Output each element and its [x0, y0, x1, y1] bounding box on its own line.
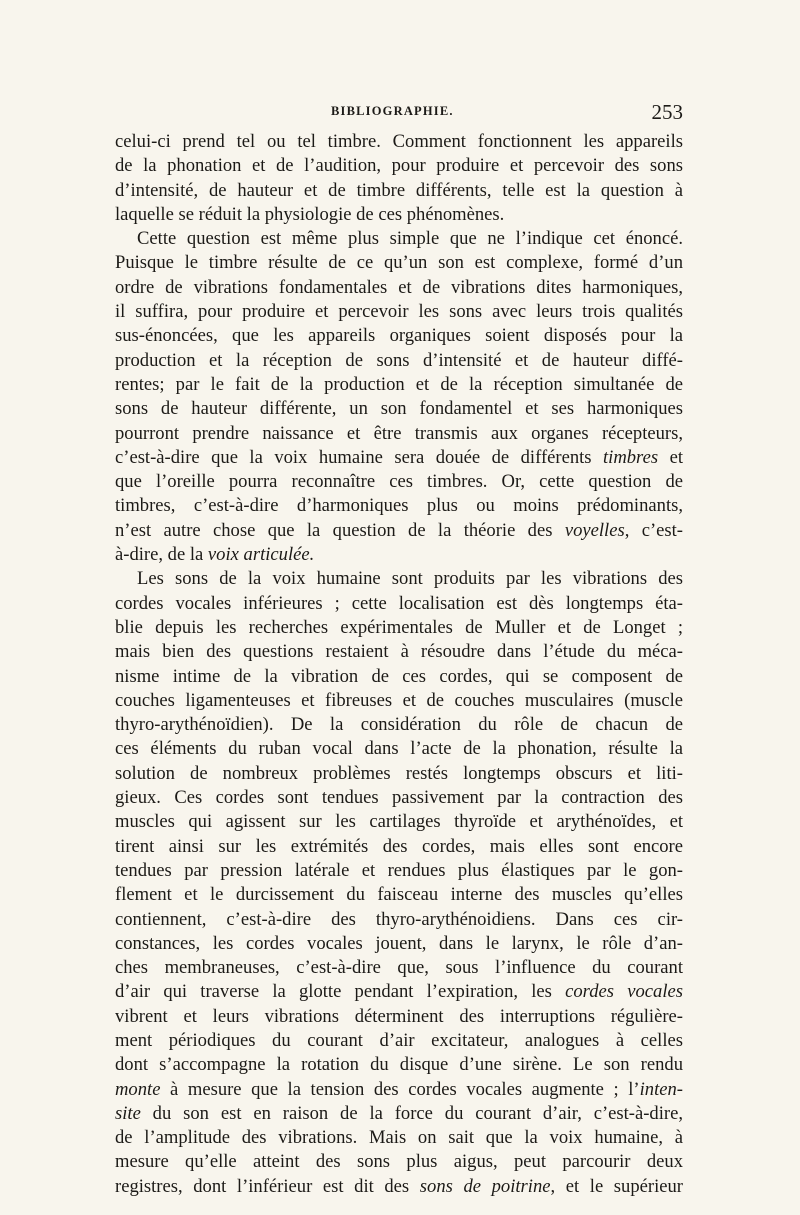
body-text: [115, 130, 683, 1199]
text-segment: sus-énoncées, que les appareils organiques soient disposés pour la: [115, 325, 683, 347]
text-segment: il suffira, pour produire et percevoir les sons avec leurs trois qualités: [115, 301, 683, 323]
text-segment: tirent ainsi sur les extrémités des cordes, mais elles sont encore: [115, 835, 683, 857]
text-line: [115, 762, 683, 786]
text-segment: Cette question est même plus simple que ne l’indique cet énoncé.: [137, 228, 683, 250]
text-segment: à-dire, de la: [115, 544, 208, 566]
text-line: [115, 179, 683, 203]
text-line: [115, 251, 683, 275]
italic-text: cordes vocales: [565, 981, 683, 1003]
text-segment: mesure qu’elle atteint des sons plus aigus, peut parcourir deux: [115, 1151, 683, 1173]
italic-text: voix articulée.: [207, 544, 315, 566]
text-segment: du son est en raison de la force du courant d’air, c’est-à-dire,: [140, 1102, 683, 1124]
text-segment: thyro-arythénoïdien). De la considération du rôle de chacun de: [115, 714, 683, 736]
italic-text: inten-: [639, 1078, 683, 1100]
text-segment: , c’est-: [624, 519, 683, 541]
text-line: [115, 349, 683, 373]
text-segment: mais bien des questions restaient à résoudre dans l’étude du méca-: [115, 641, 683, 663]
text-segment: de l’amplitude des vibrations. Mais on sait que la voix humaine, à: [115, 1127, 683, 1149]
text-line: [115, 835, 683, 859]
text-segment: celui-ci prend tel ou tel timbre. Comment fonctionnent les appareils: [115, 131, 683, 152]
text-segment: d’intensité, de hauteur et de timbre différents, telle est la question à: [115, 179, 683, 201]
text-line: [115, 737, 683, 761]
italic-text: site: [115, 1102, 141, 1124]
italic-text: sons de poitrine: [419, 1175, 551, 1197]
text-segment: sons de hauteur différente, un son fondamentel et ses harmoniques: [115, 398, 683, 420]
text-segment: et: [658, 446, 683, 468]
text-line: [115, 422, 683, 446]
text-line: [115, 567, 683, 591]
text-segment: vibrent et leurs vibrations déterminent des interruptions régulière-: [115, 1005, 683, 1027]
text-segment: registres, dont l’inférieur est dit des: [115, 1175, 420, 1197]
text-line: [115, 446, 683, 470]
text-line: [115, 592, 683, 616]
text-line: [115, 932, 683, 956]
text-segment: constances, les cordes vocales jouent, dans le larynx, le rôle d’an-: [115, 932, 683, 954]
text-line: [115, 859, 683, 883]
page-header: [115, 100, 683, 126]
text-line: [115, 154, 683, 178]
text-line: [115, 1102, 683, 1126]
text-line: [115, 689, 683, 713]
text-line: [115, 276, 683, 300]
text-line: [115, 543, 683, 567]
text-segment: Puisque le timbre résulte de ce qu’un son est complexe, formé d’un: [115, 252, 683, 274]
text-segment: ches membraneuses, c’est-à-dire que, sous l’influence du courant: [115, 957, 683, 979]
text-segment: flement et le durcissement du faisceau interne des muscles qu’elles: [115, 884, 683, 906]
text-line: [115, 1053, 683, 1077]
text-segment: cordes vocales inférieures ; cette localisation est dès longtemps éta-: [115, 592, 683, 614]
text-line: [115, 665, 683, 689]
text-line: [115, 713, 683, 737]
text-segment: à mesure que la tension des cordes vocales augmente ; l’: [160, 1078, 640, 1100]
text-line: [115, 470, 683, 494]
text-segment: rentes; par le fait de la production et de la réception simultanée de: [115, 373, 683, 395]
text-segment: solution de nombreux problèmes restés longtemps obscurs et liti-: [115, 762, 683, 784]
text-segment: que l’oreille pourra reconnaître ces timbres. Or, cette question de: [115, 471, 683, 493]
text-segment: production et la réception de sons d’intensité et de hauteur diffé-: [115, 349, 683, 371]
text-line: [115, 494, 683, 518]
page-number: 253: [651, 100, 683, 124]
text-segment: timbres, c’est-à-dire d’harmoniques plus ou moins prédominants,: [115, 495, 683, 517]
italic-text: timbres: [603, 446, 659, 468]
text-segment: nisme intime de la vibration de ces cordes, qui se composent de: [115, 665, 683, 687]
text-line: [115, 130, 683, 154]
text-segment: muscles qui agissent sur les cartilages thyroïde et arythénoïdes, et: [115, 811, 683, 833]
text-line: [115, 640, 683, 664]
text-line: [115, 1005, 683, 1029]
text-segment: dont s’accompagne la rotation du disque d’une sirène. Le son rendu: [115, 1054, 683, 1076]
text-line: [115, 810, 683, 834]
text-line: [115, 980, 683, 1004]
text-line: [115, 397, 683, 421]
text-segment: pourront prendre naissance et être transmis aux organes récepteurs,: [115, 422, 683, 444]
text-segment: d’air qui traverse la glotte pendant l’expiration, les: [115, 981, 566, 1003]
text-segment: , et le supérieur: [550, 1175, 683, 1197]
text-line: [115, 908, 683, 932]
text-segment: ment périodiques du courant d’air excitateur, analogues à celles: [115, 1029, 683, 1051]
text-line: [115, 324, 683, 348]
text-segment: couches ligamenteuses et fibreuses et de couches musculaires (muscle: [115, 689, 683, 711]
text-line: [115, 519, 683, 543]
italic-text: monte: [115, 1078, 161, 1100]
text-line: [115, 883, 683, 907]
running-head: BIBLIOGRAPHIE.: [331, 104, 454, 118]
text-line: [115, 1126, 683, 1150]
text-line: [115, 300, 683, 324]
text-line: [115, 1175, 683, 1199]
text-segment: Les sons de la voix humaine sont produits par les vibrations des: [137, 568, 683, 590]
text-segment: gieux. Ces cordes sont tendues passivement par la contraction des: [115, 787, 683, 809]
text-segment: ordre de vibrations fondamentales et de vibrations dites harmoniques,: [115, 276, 683, 298]
text-segment: n’est autre chose que la question de la théorie des: [115, 519, 565, 541]
text-segment: laquelle se réduit la physiologie de ces phénomènes.: [115, 203, 505, 225]
text-segment: de la phonation et de l’audition, pour produire et percevoir des sons: [115, 155, 683, 177]
text-line: [115, 616, 683, 640]
text-line: [115, 786, 683, 810]
text-line: [115, 1150, 683, 1174]
text-line: [115, 227, 683, 251]
text-line: [115, 956, 683, 980]
text-segment: contiennent, c’est-à-dire des thyro-arythénoidiens. Dans ces cir-: [115, 908, 683, 930]
text-line: [115, 373, 683, 397]
text-line: [115, 1078, 683, 1102]
text-segment: blie depuis les recherches expérimentales de Muller et de Longet ;: [115, 616, 683, 638]
text-segment: ces éléments du ruban vocal dans l’acte de la phonation, résulte la: [115, 738, 683, 760]
text-line: [115, 1029, 683, 1053]
text-line: [115, 203, 683, 227]
text-segment: c’est-à-dire que la voix humaine sera douée de différents: [115, 446, 603, 468]
italic-text: voyelles: [564, 519, 625, 541]
text-segment: tendues par pression latérale et rendues plus élastiques par le gon-: [115, 859, 683, 881]
